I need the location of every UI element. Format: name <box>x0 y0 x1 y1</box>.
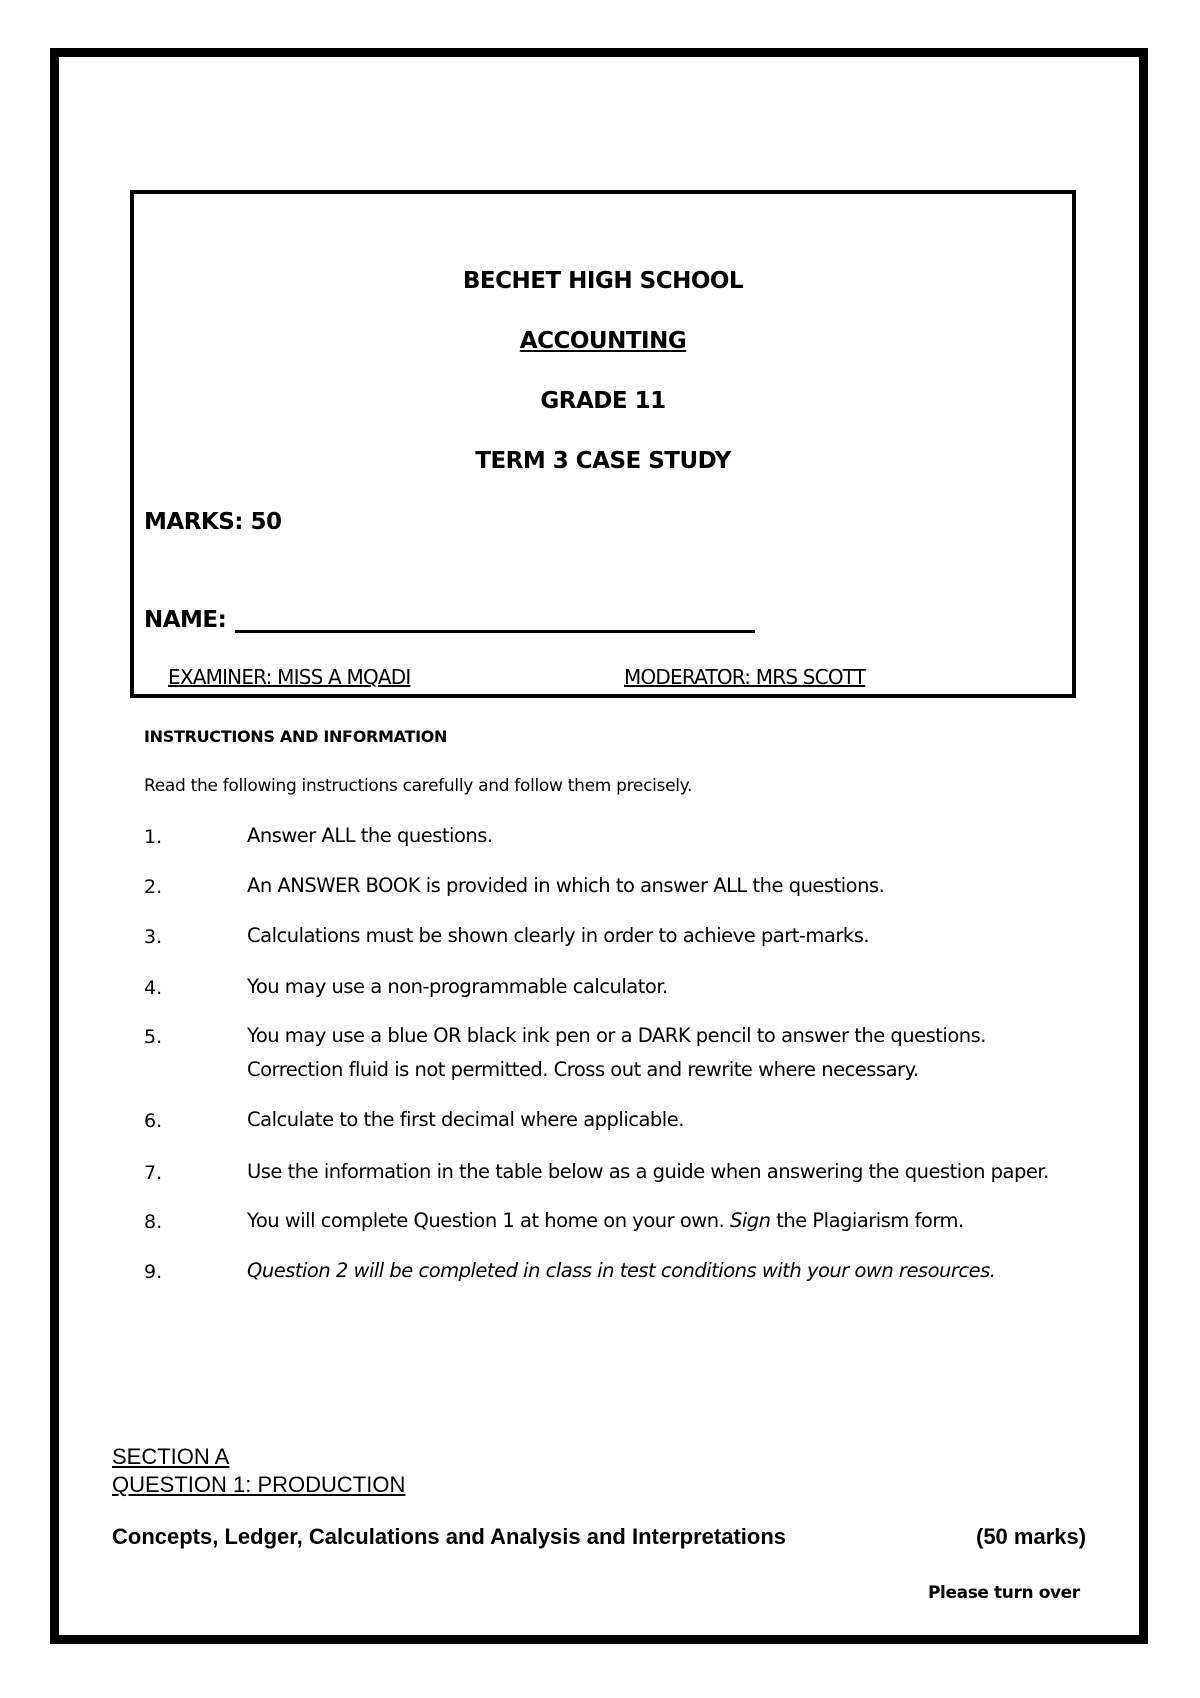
question-topics: Concepts, Ledger, Calculations and Analysis and Interpretations <box>112 1524 786 1549</box>
instruction-text: Question 2 will be completed in class in test conditions with your own resources. <box>247 1259 996 1282</box>
instruction-number: 5. <box>144 1026 163 1048</box>
instruction-number: 2. <box>144 876 163 898</box>
instruction-text: You may use a non-programmable calculator. <box>247 975 668 998</box>
instruction-number: 6. <box>144 1110 163 1132</box>
instruction-text-part: You will complete Question 1 at home on your own. <box>247 1209 730 1232</box>
instruction-text <box>247 1204 964 1238</box>
instruction-text-continued: Correction fluid is not permitted. Cross out and rewrite where necessary. <box>247 1058 919 1081</box>
instruction-text-part: the Plagiarism form. <box>770 1209 964 1232</box>
section-label: SECTION A <box>112 1444 230 1469</box>
instruction-text: An ANSWER BOOK is provided in which to answer ALL the questions. <box>247 874 885 897</box>
school-name: BECHET HIGH SCHOOL <box>462 268 744 294</box>
instruction-text: Calculate to the first decimal where applicable. <box>247 1108 684 1131</box>
examiner-label: EXAMINER: MISS A MQADI <box>168 665 411 689</box>
instruction-number: 4. <box>144 977 163 999</box>
grade-label: GRADE 11 <box>540 388 666 414</box>
instruction-text-emphasis: Sign <box>729 1209 771 1232</box>
subject-title: ACCOUNTING <box>519 328 687 354</box>
instructions-intro: Read the following instructions carefully and follow them precisely. <box>144 776 693 796</box>
instructions-heading: INSTRUCTIONS AND INFORMATION <box>144 727 448 746</box>
name-answer-line[interactable] <box>235 630 755 633</box>
cover-header-box <box>130 190 1076 698</box>
name-label: NAME: <box>144 607 227 633</box>
assessment-title: TERM 3 CASE STUDY <box>475 448 731 474</box>
instruction-text: You may use a blue OR black ink pen or a DARK pencil to answer the questions. <box>247 1024 986 1047</box>
please-turn-over: Please turn over <box>928 1583 1080 1603</box>
instruction-number: 1. <box>144 826 163 848</box>
instruction-text: Calculations must be shown clearly in order to achieve part-marks. <box>247 924 870 947</box>
instruction-text: Answer ALL the questions. <box>247 824 493 847</box>
instruction-number: 9. <box>144 1261 163 1283</box>
instruction-text: Use the information in the table below as a guide when answering the question paper. <box>247 1160 1049 1183</box>
question-marks: (50 marks) <box>976 1524 1087 1549</box>
instruction-number: 3. <box>144 926 163 948</box>
moderator-label: MODERATOR: MRS SCOTT <box>624 665 866 689</box>
instruction-number: 8. <box>144 1211 163 1233</box>
question-label: QUESTION 1: PRODUCTION <box>112 1472 406 1497</box>
instruction-number: 7. <box>144 1162 163 1184</box>
total-marks: MARKS: 50 <box>144 509 282 535</box>
